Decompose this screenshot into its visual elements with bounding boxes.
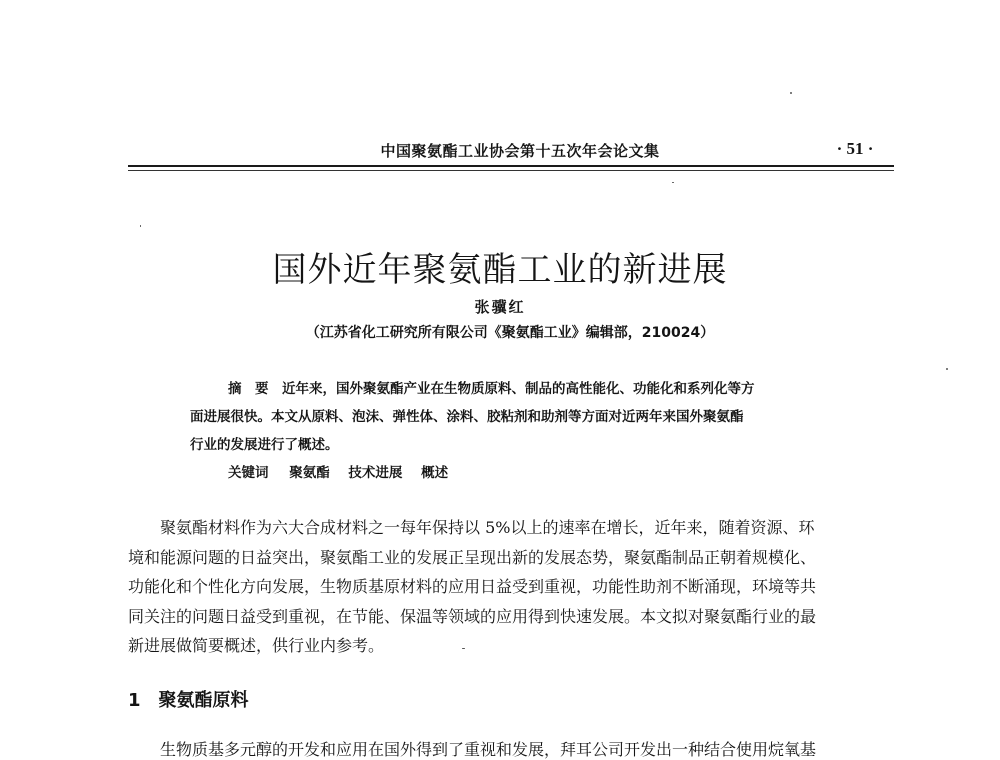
- intro-line: 聚氨酯材料作为六大合成材料之一每年保持以 5%以上的速率在增长，近年来，随着资源、环: [160, 518, 815, 537]
- scan-speck: [790, 92, 792, 94]
- section-heading: [128, 686, 528, 712]
- keyword-item: 技术进展: [348, 465, 403, 481]
- scan-speck: [672, 182, 674, 183]
- introduction-paragraph: [128, 513, 898, 661]
- abstract-line-1: [190, 375, 830, 403]
- page-number: · 51 ·: [836, 139, 874, 158]
- abstract-label: 摘 要: [228, 381, 269, 397]
- author-name: 张骥红: [474, 298, 526, 316]
- intro-line: 同关注的问题日益受到重视，在节能、保温等领域的应用得到快速发展。本文拟对聚氨酯行业的最: [128, 606, 817, 626]
- keyword-item: 概述: [421, 465, 449, 481]
- scan-speck: [140, 225, 141, 227]
- abstract-line-3: 行业的发展进行了概述。: [190, 437, 339, 453]
- keywords: [228, 461, 828, 481]
- keyword-item: 聚氨酯: [289, 465, 330, 481]
- abstract: [190, 375, 830, 459]
- header-rule-thick: [128, 165, 894, 167]
- scan-speck: [946, 368, 948, 370]
- intro-line: 新进展做简要概述，供行业内参考。: [128, 636, 385, 655]
- section-number: 1: [128, 690, 141, 711]
- author-affiliation: （江苏省化工研究所有限公司《聚氨酯工业》编辑部，210024）: [305, 325, 715, 341]
- abstract-text: 近年来，国外聚氨酯产业在生物质原料、制品的高性能化、功能化和系列化等方: [282, 381, 755, 397]
- intro-line: 功能化和个性化方向发展，生物质基原材料的应用日益受到重视，功能性助剂不断涌现，环境等共: [128, 577, 817, 596]
- header-rule-thin: [128, 170, 894, 171]
- section-first-line: 生物质基多元醇的开发和应用在国外得到了重视和发展，拜耳公司开发出一种结合使用烷氧基: [160, 740, 817, 759]
- scan-speck: [462, 648, 465, 649]
- paper-title: 国外近年聚氨酯工业的新进展: [272, 250, 728, 290]
- running-header-title: 中国聚氨酯工业协会第十五次年会论文集: [380, 142, 660, 160]
- intro-line: 境和能源问题的日益突出，聚氨酯工业的发展正呈现出新的发展态势，聚氨酯制品正朝着规模化、: [128, 547, 817, 567]
- abstract-line-2: 面进展很快。本文从原料、泡沫、弹性体、涂料、胶粘剂和助剂等方面对近两年来国外聚氨酯: [190, 409, 744, 425]
- keywords-label: 关键词: [228, 465, 269, 481]
- section-title: 聚氨酯原料: [158, 690, 249, 711]
